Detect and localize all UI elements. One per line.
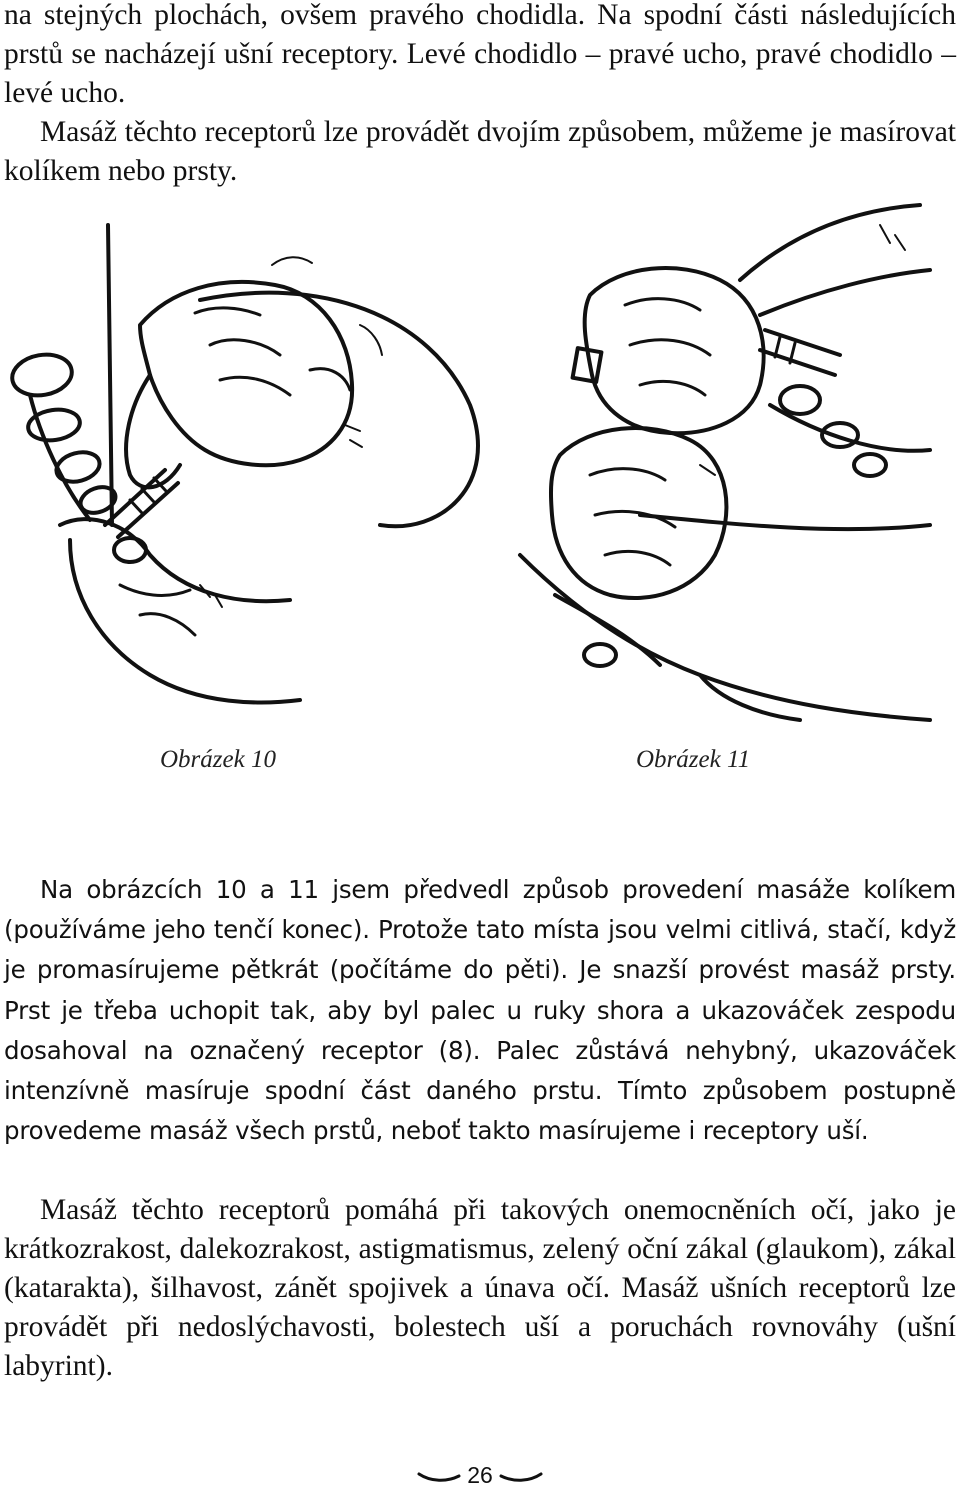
left-ornament-icon: [417, 1470, 461, 1484]
intro-text: [4, 0, 956, 191]
body-paragraph-1: Na obrázcích 10 a 11 jsem předvedl způsob provedení masáže kolíkem (používáme jeho tenčí konec). Protože tato místa jsou velmi citlivá, stačí, když je promasírujeme pětkrát (počítáme do pěti). Je snazší provést masáž prsty. Prst je třeba uchopit tak, aby byl palec u ruky shora a ukazováček zespodu dosahoval na označený receptor (8). Palec zůstává nehybný, ukazováček intenzívně masíruje spodní část daného prstu. Tímto způsobem postupně provedeme masáž všech prstů, neboť takto masírujeme i receptory uší.: [4, 875, 956, 1146]
right-ornament-icon: [499, 1470, 543, 1484]
body-text: [4, 870, 956, 1151]
massage-illustrations: [0, 195, 960, 740]
figure-11-drawing: [520, 205, 930, 720]
intro-paragraph-1: na stejných plochách, ovšem pravého chodidla. Na spodní části následujících prstů se nacházejí ušní receptory. Levé chodidlo – pravé ucho, pravé chodidlo – levé ucho.: [4, 0, 956, 109]
figure-10-caption: Obrázek 10: [160, 746, 276, 773]
page-number: 26: [467, 1462, 493, 1488]
figure-11-caption: Obrázek 11: [636, 746, 751, 773]
body-text-2: [4, 1191, 956, 1386]
body-paragraph-2: Masáž těchto receptorů pomáhá při takových onemocněních očí, jako je krátkozrakost, dalekozrakost, astigmatismus, zelený oční zákal (glaukom), zákal (katarakta), šilhavost, zánět spojivek a únava očí. Masáž ušních receptorů lze provádět při nedoslýchavosti, bolestech uší a poruchách rovnováhy (ušní labyrint).: [4, 1194, 956, 1382]
intro-paragraph-2: Masáž těchto receptorů lze provádět dvojím způsobem, můžeme je masírovat kolíkem nebo prsty.: [4, 116, 956, 187]
page-footer: [0, 1462, 960, 1488]
figure-10-drawing: [9, 225, 478, 702]
